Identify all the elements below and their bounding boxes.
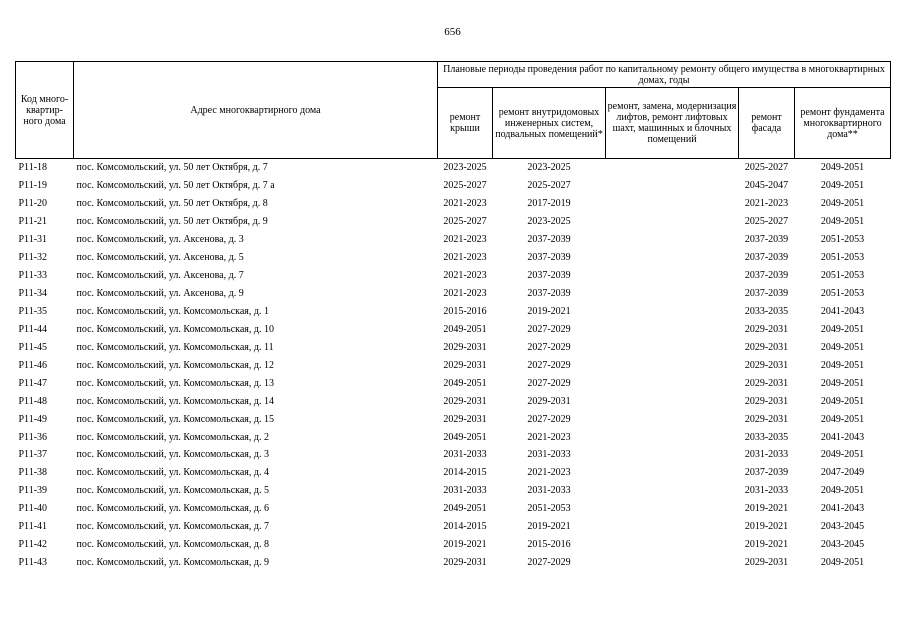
header-roof: ремонт крыши — [438, 88, 493, 159]
address-cell: пос. Комсомольский, ул. Комсомольская, д. 14 — [76, 395, 274, 407]
elevators-cell — [606, 231, 739, 249]
code-cell: Р11-49 — [18, 413, 48, 425]
table-row — [16, 446, 891, 464]
table-row — [16, 428, 891, 446]
engineering-cell: 2027-2029 — [527, 359, 571, 371]
address-cell: пос. Комсомольский, ул. Комсомольская, д. 12 — [76, 359, 274, 371]
facade-cell: 2025-2027 — [739, 159, 795, 177]
engineering-cell: 2017-2019 — [527, 198, 571, 210]
engineering-cell: 2023-2025 — [493, 159, 606, 177]
elevators-cell — [606, 195, 739, 213]
roof-cell: 2049-2051 — [443, 503, 487, 515]
roof-cell: 2014-2015 — [443, 467, 487, 479]
facade-cell: 2019-2021 — [744, 503, 789, 515]
address-cell: пос. Комсомольский, ул. Комсомольская, д. 1 — [76, 305, 269, 317]
code-cell: Р11-39 — [18, 485, 48, 497]
address-cell: пос. Комсомольский, ул. Комсомольская, д. 7 — [76, 521, 269, 533]
table-row — [16, 338, 891, 356]
elevators-cell — [606, 285, 739, 303]
elevators-cell — [606, 338, 739, 356]
roof-cell: 2031-2033 — [443, 449, 487, 461]
elevators-cell — [606, 374, 739, 392]
roof-cell: 2029-2031 — [443, 413, 487, 425]
foundation-cell: 2041-2043 — [820, 305, 865, 317]
address-cell: пос. Комсомольский, ул. 50 лет Октября, д. 7 а — [76, 180, 275, 192]
foundation-cell: 2049-2051 — [820, 413, 865, 425]
facade-cell: 2029-2031 — [744, 323, 789, 335]
address-cell: пос. Комсомольский, ул. Аксенова, д. 9 — [76, 288, 244, 300]
facade-cell: 2025-2027 — [744, 216, 789, 228]
address-cell: пос. Комсомольский, ул. 50 лет Октября, д. 9 — [76, 216, 268, 228]
code-cell: Р11-48 — [18, 395, 48, 407]
elevators-cell — [606, 554, 739, 572]
table-row — [16, 213, 891, 231]
table-row — [16, 320, 891, 338]
roof-cell: 2029-2031 — [443, 359, 487, 371]
header-foundation: ремонт фундамента многоквартирного дома** — [795, 88, 891, 159]
roof-cell: 2029-2031 — [443, 341, 487, 353]
roof-cell: 2021-2023 — [443, 270, 487, 282]
elevators-cell — [606, 303, 739, 321]
foundation-cell: 2049-2051 — [820, 216, 865, 228]
address-cell: пос. Комсомольский, ул. Комсомольская, д. 10 — [76, 323, 274, 335]
facade-cell: 2029-2031 — [744, 557, 789, 569]
table-row — [16, 410, 891, 428]
roof-cell: 2049-2051 — [443, 377, 487, 389]
facade-cell: 2021-2023 — [744, 198, 789, 210]
facade-cell: 2037-2039 — [744, 252, 789, 264]
facade-cell: 2029-2031 — [744, 341, 789, 353]
code-cell: Р11-46 — [18, 359, 48, 371]
foundation-cell: 2049-2051 — [820, 377, 865, 389]
code-cell: Р11-20 — [18, 198, 48, 210]
roof-cell: 2029-2031 — [443, 395, 487, 407]
repair-schedule-table — [15, 61, 891, 572]
facade-cell: 2019-2021 — [744, 521, 789, 533]
elevators-cell — [606, 177, 739, 195]
code-cell: Р11-32 — [18, 252, 48, 264]
engineering-cell: 2023-2025 — [527, 216, 571, 228]
facade-cell: 2037-2039 — [744, 234, 789, 246]
code-cell: Р11-37 — [18, 449, 48, 461]
table-row — [16, 267, 891, 285]
roof-cell: 2021-2023 — [443, 288, 487, 300]
code-cell: Р11-19 — [18, 180, 48, 192]
facade-cell: 2037-2039 — [744, 467, 789, 479]
table-row — [16, 231, 891, 249]
address-cell: пос. Комсомольский, ул. Комсомольская, д. 5 — [76, 485, 269, 497]
facade-cell: 2037-2039 — [744, 270, 789, 282]
elevators-cell — [606, 249, 739, 267]
elevators-cell — [606, 159, 739, 177]
foundation-cell: 2049-2051 — [820, 557, 865, 569]
header-planned-periods: Плановые периоды проведения работ по капитальному ремонту общего имущества в многоквартирных домах, годы — [438, 62, 891, 88]
table-row — [16, 159, 891, 177]
foundation-cell: 2049-2051 — [820, 323, 865, 335]
code-cell: Р11-38 — [18, 467, 48, 479]
foundation-cell: 2049-2051 — [820, 180, 865, 192]
engineering-cell: 2027-2029 — [527, 413, 571, 425]
foundation-cell: 2051-2053 — [820, 252, 865, 264]
facade-cell: 2037-2039 — [744, 288, 789, 300]
header-engineering: ремонт внутридомовых инженерных систем, подвальных помещений* — [493, 88, 606, 159]
facade-cell: 2033-2035 — [744, 431, 789, 443]
roof-cell: 2014-2015 — [443, 521, 487, 533]
code-cell: Р11-34 — [18, 288, 48, 300]
table-row — [16, 500, 891, 518]
table-row — [16, 195, 891, 213]
elevators-cell — [606, 446, 739, 464]
elevators-cell — [606, 267, 739, 285]
roof-cell: 2049-2051 — [443, 323, 487, 335]
facade-cell: 2029-2031 — [744, 395, 789, 407]
elevators-cell — [606, 500, 739, 518]
address-cell: пос. Комсомольский, ул. 50 лет Октября, д. 8 — [76, 198, 268, 210]
address-cell: пос. Комсомольский, ул. Аксенова, д. 3 — [76, 234, 244, 246]
table-row — [16, 177, 891, 195]
engineering-cell: 2015-2016 — [527, 539, 571, 551]
code-cell: Р11-18 — [16, 159, 74, 177]
code-cell: Р11-41 — [18, 521, 48, 533]
facade-cell: 2029-2031 — [744, 359, 789, 371]
address-cell: пос. Комсомольский, ул. Комсомольская, д. 6 — [76, 503, 269, 515]
engineering-cell: 2027-2029 — [527, 557, 571, 569]
engineering-cell: 2051-2053 — [527, 503, 571, 515]
roof-cell: 2049-2051 — [443, 431, 487, 443]
foundation-cell: 2049-2051 — [820, 485, 865, 497]
table-row — [16, 303, 891, 321]
foundation-cell: 2049-2051 — [795, 159, 891, 177]
table-row — [16, 464, 891, 482]
elevators-cell — [606, 518, 739, 536]
address-cell: пос. Комсомольский, ул. Комсомольская, д. 15 — [76, 413, 274, 425]
foundation-cell: 2043-2045 — [820, 539, 865, 551]
roof-cell: 2025-2027 — [443, 180, 487, 192]
table-row — [16, 536, 891, 554]
table-row — [16, 374, 891, 392]
table-row — [16, 518, 891, 536]
foundation-cell: 2047-2049 — [820, 467, 865, 479]
elevators-cell — [606, 410, 739, 428]
engineering-cell: 2031-2033 — [527, 449, 571, 461]
table-row — [16, 249, 891, 267]
engineering-cell: 2037-2039 — [527, 252, 571, 264]
foundation-cell: 2051-2053 — [820, 234, 865, 246]
facade-cell: 2033-2035 — [744, 305, 789, 317]
facade-cell: 2029-2031 — [744, 413, 789, 425]
header-address: Адрес многоквартирного дома — [74, 62, 438, 159]
code-cell: Р11-44 — [18, 323, 48, 335]
foundation-cell: 2043-2045 — [820, 521, 865, 533]
roof-cell: 2015-2016 — [443, 305, 487, 317]
foundation-cell: 2041-2043 — [820, 503, 865, 515]
code-cell: Р11-43 — [18, 557, 48, 569]
elevators-cell — [606, 320, 739, 338]
engineering-cell: 2019-2021 — [527, 305, 571, 317]
engineering-cell: 2027-2029 — [527, 377, 571, 389]
engineering-cell: 2027-2029 — [527, 341, 571, 353]
table-body — [16, 159, 891, 572]
table-row — [16, 482, 891, 500]
roof-cell: 2025-2027 — [443, 216, 487, 228]
foundation-cell: 2049-2051 — [820, 449, 865, 461]
foundation-cell: 2049-2051 — [820, 359, 865, 371]
elevators-cell — [606, 356, 739, 374]
facade-cell: 2045-2047 — [744, 180, 789, 192]
address-cell: пос. Комсомольский, ул. Комсомольская, д. 11 — [76, 341, 274, 353]
foundation-cell: 2041-2043 — [820, 431, 865, 443]
code-cell: Р11-40 — [18, 503, 48, 515]
elevators-cell — [606, 482, 739, 500]
engineering-cell: 2021-2023 — [527, 467, 571, 479]
engineering-cell: 2037-2039 — [527, 234, 571, 246]
foundation-cell: 2051-2053 — [820, 288, 865, 300]
engineering-cell: 2027-2029 — [527, 323, 571, 335]
address-cell: пос. Комсомольский, ул. 50 лет Октября, д. 7 — [74, 159, 438, 177]
facade-cell: 2031-2033 — [744, 449, 789, 461]
code-cell: Р11-47 — [18, 377, 48, 389]
roof-cell: 2023-2025 — [438, 159, 493, 177]
table-header — [16, 62, 891, 159]
elevators-cell — [606, 464, 739, 482]
engineering-cell: 2019-2021 — [527, 521, 571, 533]
code-cell: Р11-36 — [18, 431, 48, 443]
address-cell: пос. Комсомольский, ул. Комсомольская, д. 3 — [76, 449, 269, 461]
engineering-cell: 2037-2039 — [527, 270, 571, 282]
code-cell: Р11-31 — [18, 234, 48, 246]
address-cell: пос. Комсомольский, ул. Аксенова, д. 5 — [76, 252, 244, 264]
header-code: Код много-квартир-ного дома — [16, 62, 74, 159]
code-cell: Р11-21 — [18, 216, 48, 228]
elevators-cell — [606, 392, 739, 410]
header-facade: ремонт фасада — [739, 88, 795, 159]
engineering-cell: 2037-2039 — [527, 288, 571, 300]
address-cell: пос. Комсомольский, ул. Комсомольская, д. 4 — [76, 467, 269, 479]
table-row — [16, 356, 891, 374]
code-cell: Р11-33 — [18, 270, 48, 282]
roof-cell: 2021-2023 — [443, 198, 487, 210]
header-elevators: ремонт, замена, модернизация лифтов, ремонт лифтовых шахт, машинных и блочных помещений — [606, 88, 739, 159]
address-cell: пос. Комсомольский, ул. Аксенова, д. 7 — [76, 270, 244, 282]
facade-cell: 2031-2033 — [744, 485, 789, 497]
foundation-cell: 2049-2051 — [820, 341, 865, 353]
facade-cell: 2029-2031 — [744, 377, 789, 389]
roof-cell: 2019-2021 — [443, 539, 487, 551]
table-row — [16, 285, 891, 303]
foundation-cell: 2049-2051 — [820, 198, 865, 210]
roof-cell: 2029-2031 — [443, 557, 487, 569]
code-cell: Р11-35 — [18, 305, 48, 317]
table-row — [16, 554, 891, 572]
address-cell: пос. Комсомольский, ул. Комсомольская, д. 2 — [76, 431, 269, 443]
address-cell: пос. Комсомольский, ул. Комсомольская, д. 8 — [76, 539, 269, 551]
page-number: 656 — [444, 26, 461, 38]
roof-cell: 2031-2033 — [443, 485, 487, 497]
elevators-cell — [606, 428, 739, 446]
elevators-cell — [606, 536, 739, 554]
elevators-cell — [606, 213, 739, 231]
roof-cell: 2021-2023 — [443, 234, 487, 246]
address-cell: пос. Комсомольский, ул. Комсомольская, д. 13 — [76, 377, 274, 389]
engineering-cell: 2021-2023 — [527, 431, 571, 443]
engineering-cell: 2029-2031 — [527, 395, 571, 407]
engineering-cell: 2025-2027 — [527, 180, 571, 192]
engineering-cell: 2031-2033 — [527, 485, 571, 497]
facade-cell: 2019-2021 — [744, 539, 789, 551]
table-row — [16, 392, 891, 410]
address-cell: пос. Комсомольский, ул. Комсомольская, д. 9 — [76, 557, 269, 569]
roof-cell: 2021-2023 — [443, 252, 487, 264]
foundation-cell: 2049-2051 — [820, 395, 865, 407]
code-cell: Р11-45 — [18, 341, 48, 353]
foundation-cell: 2051-2053 — [820, 270, 865, 282]
code-cell: Р11-42 — [18, 539, 48, 551]
